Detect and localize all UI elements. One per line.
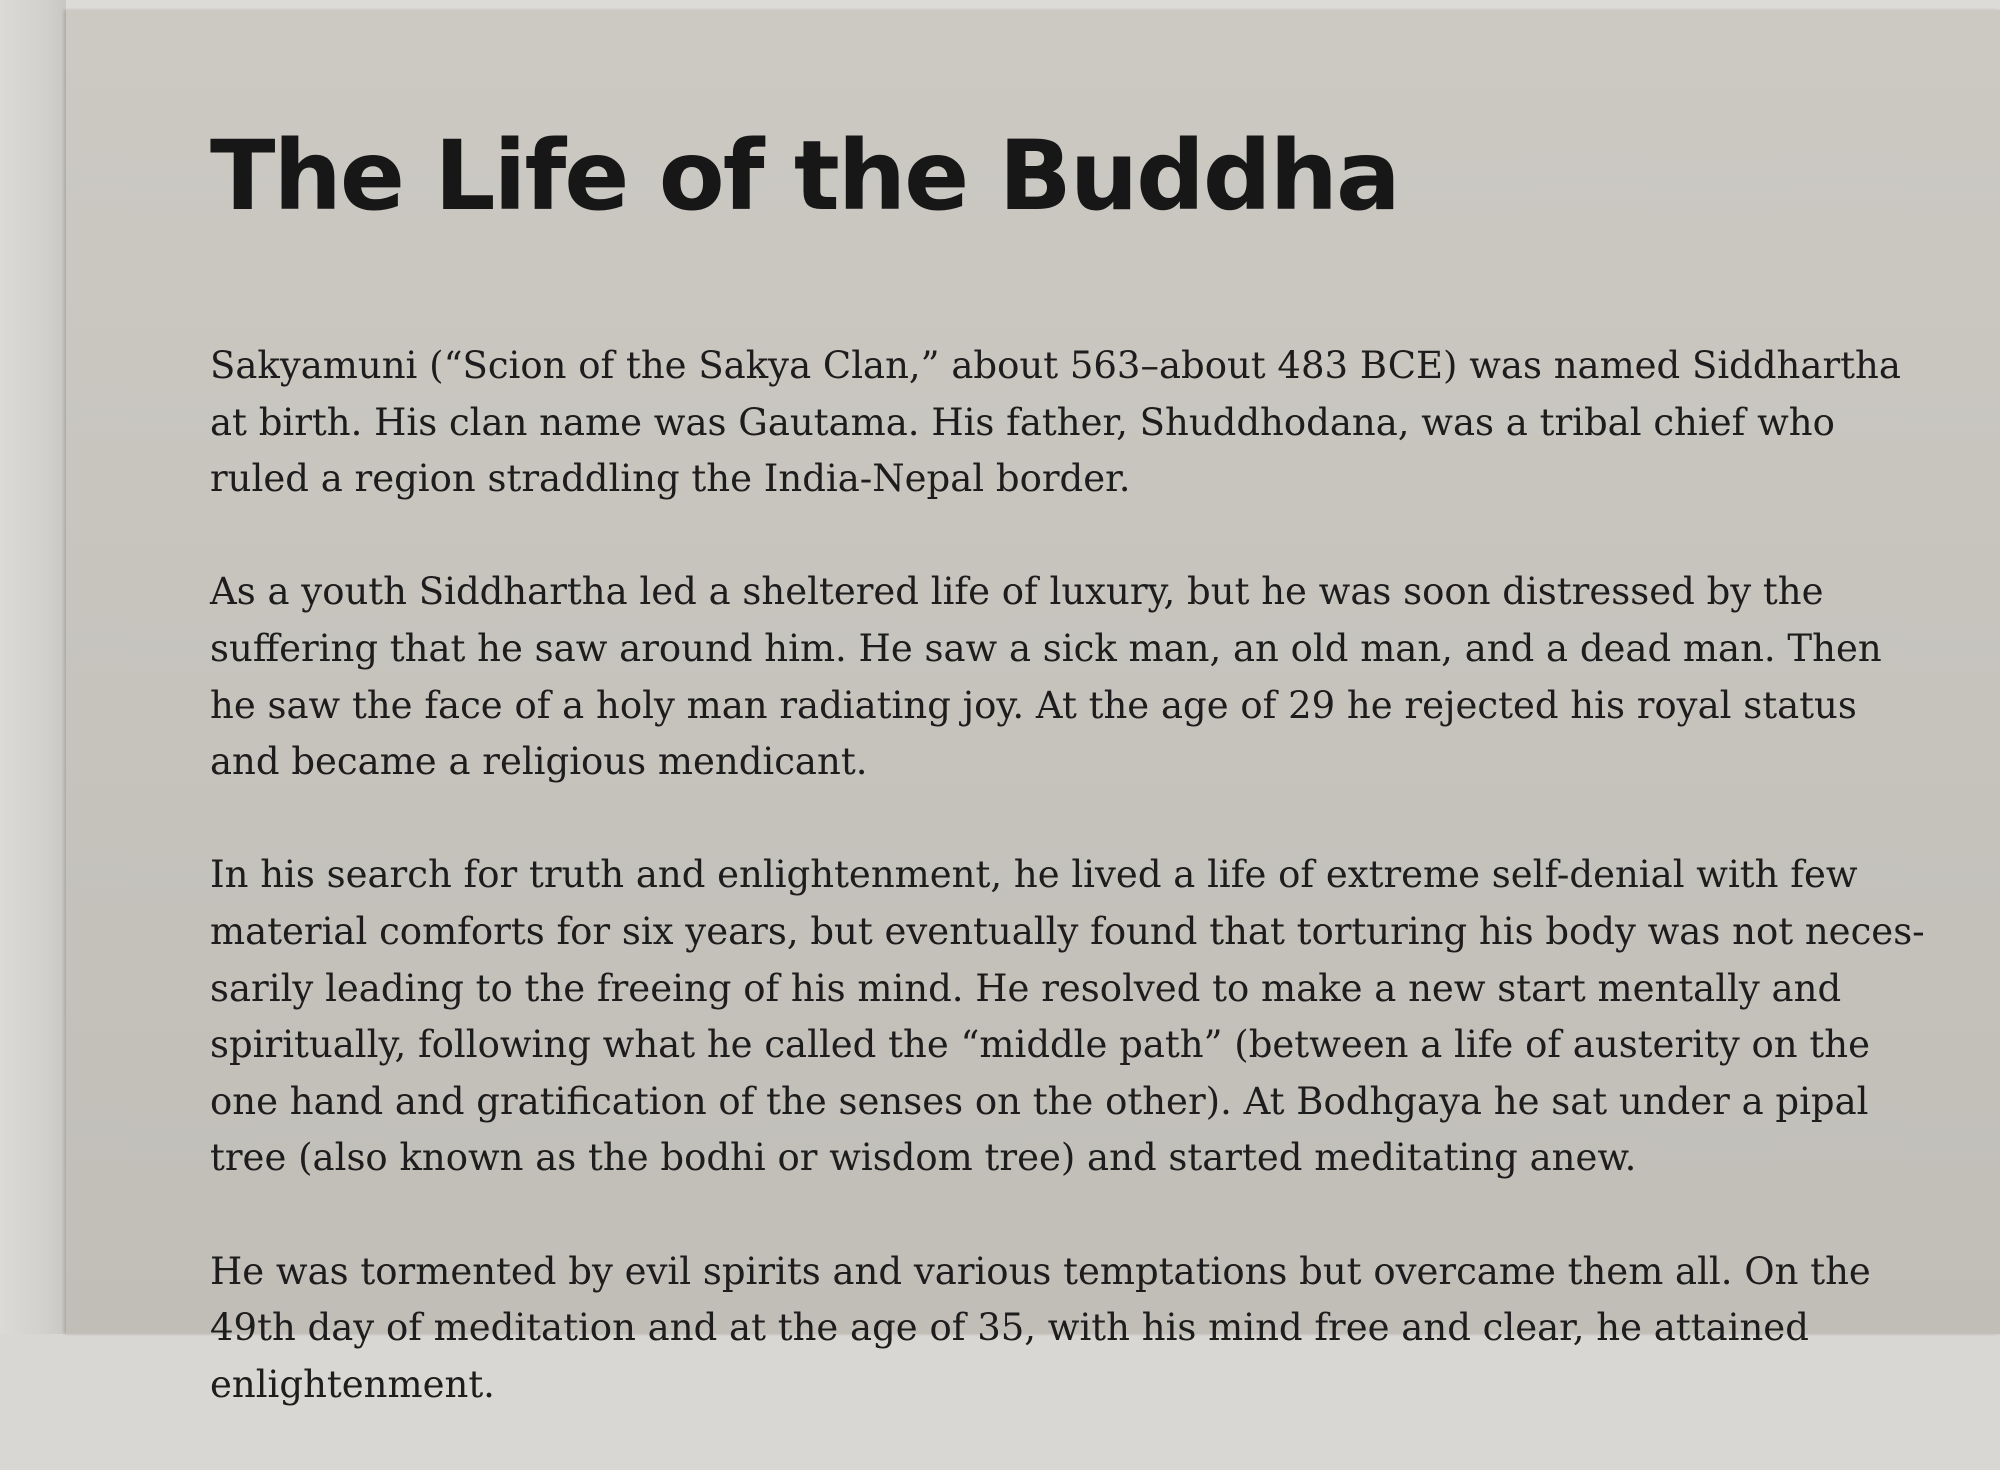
paragraph-birth: Sakyamuni (“Scion of the Sakya Clan,” about 563–about 483 BCE) was named Siddhartha at birth. His clan name was Gautama. His father, Shuddhodana, was a tribal chief who ruled a region straddling the India-Nepal border. — [210, 344, 1901, 501]
paragraph-youth: As a youth Siddhartha led a sheltered life of luxury, but he was soon distressed by the suffering that he saw around him. He saw a sick man, an old man, and a dead man. Then he saw the face of a holy man radiating joy. At the age of 29 he rejected his royal status and became a religious mendicant. — [210, 570, 1882, 784]
paragraph-enlightenment: He was tormented by evil spirits and various temptations but overcame them all. On the 49th day of meditation and at the age of 35, with his mind free and clear, he attained enlightenment. — [210, 1249, 1871, 1406]
paragraph-search: In his search for truth and enlightenment, he lived a life of extreme self-denial with few material comforts for six years, but eventually found that torturing his body was not neces-sarily leading to the freeing of his mind. He resolved to make a new start mentally and spiritually, following what he called the “middle path” (between a life of austerity on the one hand and gratification of the senses on the other). At Bodhgaya he sat under a pipal tree (also known as the bodhi or wisdom tree) and started meditating anew. — [210, 853, 1925, 1180]
sign-title: The Life of the Buddha — [210, 120, 1399, 232]
museum-sign-panel — [66, 10, 2000, 1406]
sign-body — [210, 338, 1930, 1470]
wall-edge — [0, 0, 66, 1334]
